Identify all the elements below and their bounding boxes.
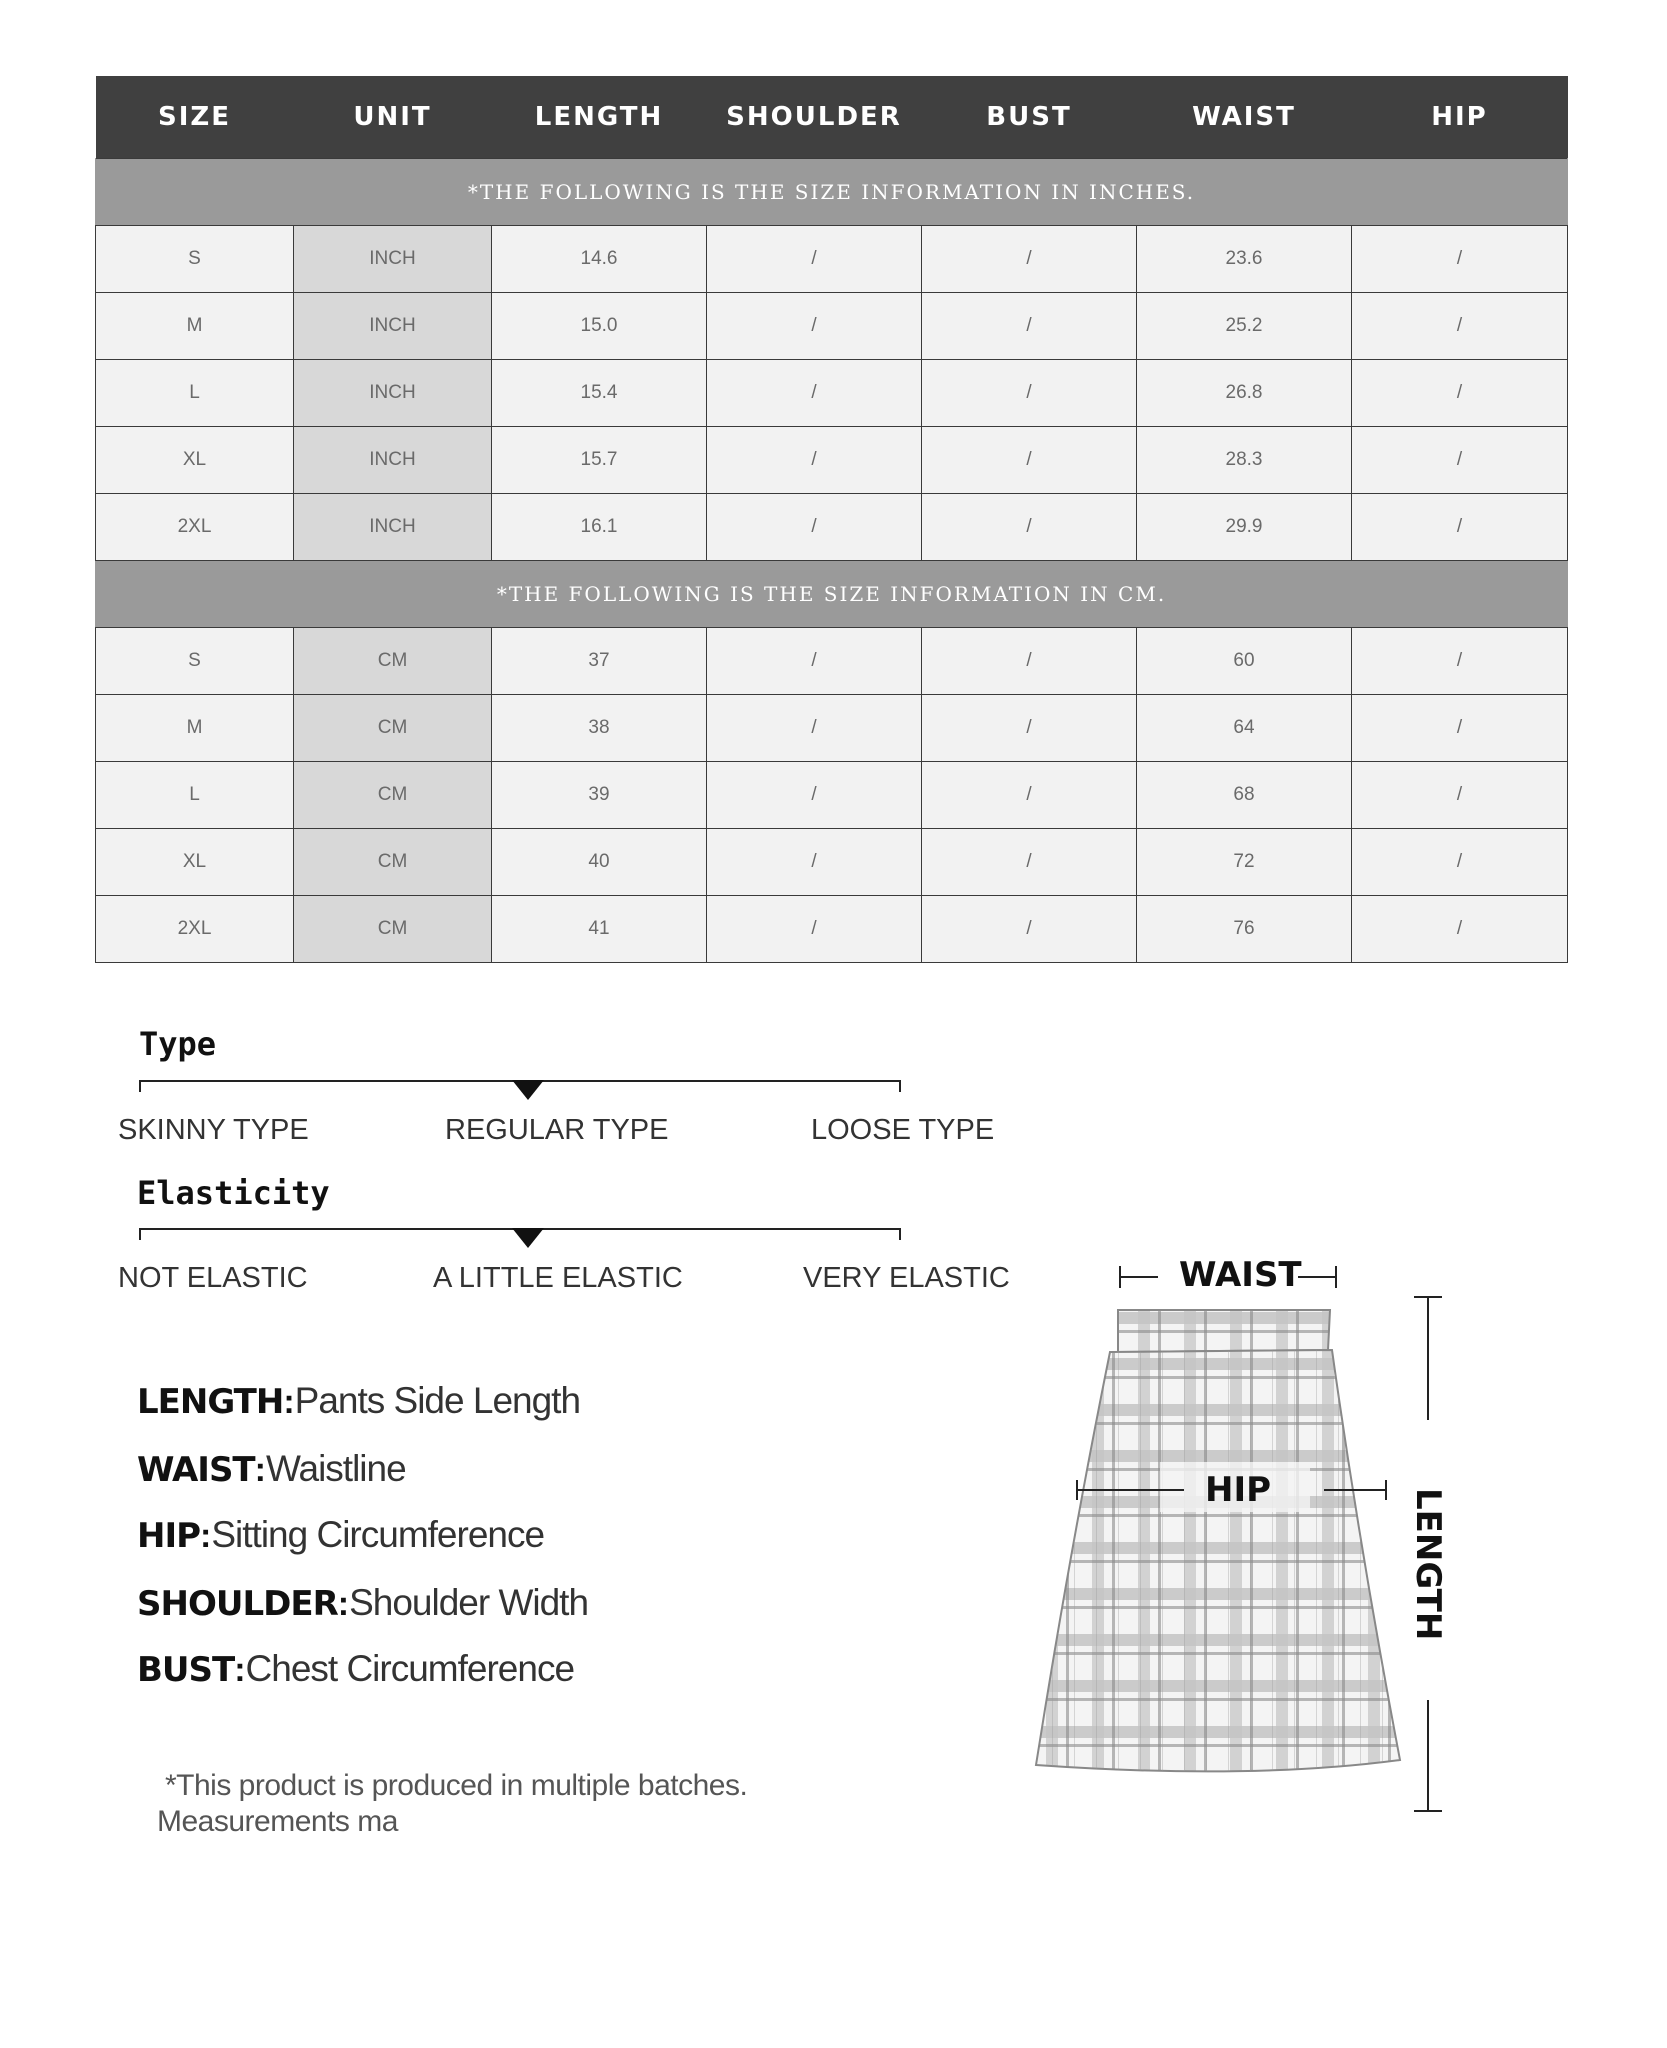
definition-desc: Chest Circumference [245, 1648, 575, 1689]
elasticity-scale-title: Elasticity [137, 1174, 330, 1212]
cell-bust: / [922, 829, 1137, 896]
cell-unit: INCH [294, 226, 492, 293]
table-row [96, 896, 1568, 963]
elasticity-label-very: VERY ELASTIC [803, 1262, 1010, 1294]
elasticity-selected-marker-icon [512, 1228, 544, 1248]
definition-term: HIP [137, 1516, 201, 1556]
cell-hip: / [1352, 226, 1568, 293]
cell-size: 2XL [96, 896, 294, 963]
cell-unit: INCH [294, 427, 492, 494]
length-label: LENGTH [1408, 1488, 1448, 1641]
definition-desc: Shoulder Width [349, 1582, 589, 1623]
type-scale-title: Type [139, 1025, 217, 1063]
cell-length: 41 [492, 896, 707, 963]
cell-shoulder: / [707, 360, 922, 427]
cell-length: 39 [492, 762, 707, 829]
cell-hip: / [1352, 494, 1568, 561]
cell-length: 40 [492, 829, 707, 896]
type-label-loose: LOOSE TYPE [811, 1114, 995, 1146]
cell-size: XL [96, 829, 294, 896]
cell-waist: 64 [1137, 695, 1352, 762]
definition-waist: WAIST:Waistline [137, 1448, 406, 1490]
definition-shoulder: SHOULDER:Shoulder Width [137, 1582, 589, 1624]
cell-length: 15.7 [492, 427, 707, 494]
cell-shoulder: / [707, 293, 922, 360]
cell-unit: INCH [294, 293, 492, 360]
cell-bust: / [922, 427, 1137, 494]
definition-desc: Sitting Circumference [211, 1514, 545, 1555]
table-row [96, 293, 1568, 360]
cell-unit: CM [294, 896, 492, 963]
cell-shoulder: / [707, 628, 922, 695]
cell-unit: CM [294, 762, 492, 829]
definition-term: SHOULDER [137, 1584, 338, 1624]
cell-length: 15.4 [492, 360, 707, 427]
cell-bust: / [922, 360, 1137, 427]
cell-waist: 23.6 [1137, 226, 1352, 293]
table-row [96, 360, 1568, 427]
cell-length: 16.1 [492, 494, 707, 561]
batch-note-line1: *This product is produced in multiple batches. [165, 1769, 748, 1802]
cell-bust: / [922, 695, 1137, 762]
cell-hip: / [1352, 829, 1568, 896]
skirt-diagram-icon [1030, 1250, 1450, 1820]
header-size: SIZE [96, 76, 294, 159]
definition-term: BUST [137, 1650, 235, 1690]
cell-unit: CM [294, 829, 492, 896]
batch-note [157, 1768, 865, 1840]
header-bust: BUST [922, 76, 1137, 159]
size-table [95, 76, 1568, 963]
cell-size: S [96, 628, 294, 695]
waist-label: WAIST [1179, 1255, 1302, 1295]
header-shoulder: SHOULDER [707, 76, 922, 159]
cell-bust: / [922, 896, 1137, 963]
section-row-inches [96, 159, 1568, 226]
elasticity-label-not: NOT ELASTIC [118, 1262, 308, 1294]
cell-waist: 68 [1137, 762, 1352, 829]
cell-waist: 29.9 [1137, 494, 1352, 561]
cell-size: S [96, 226, 294, 293]
type-selected-marker-icon [512, 1080, 544, 1100]
cell-size: M [96, 293, 294, 360]
cell-length: 38 [492, 695, 707, 762]
cell-shoulder: / [707, 829, 922, 896]
cell-waist: 25.2 [1137, 293, 1352, 360]
cell-length: 37 [492, 628, 707, 695]
table-row [96, 762, 1568, 829]
cell-hip: / [1352, 695, 1568, 762]
header-row [96, 76, 1568, 159]
table-row [96, 427, 1568, 494]
cell-hip: / [1352, 360, 1568, 427]
header-unit: UNIT [294, 76, 492, 159]
cell-waist: 60 [1137, 628, 1352, 695]
cell-bust: / [922, 628, 1137, 695]
cell-length: 15.0 [492, 293, 707, 360]
table-row [96, 628, 1568, 695]
cell-waist: 72 [1137, 829, 1352, 896]
cell-hip: / [1352, 293, 1568, 360]
definition-desc: Waistline [265, 1448, 406, 1489]
cell-shoulder: / [707, 427, 922, 494]
cell-waist: 28.3 [1137, 427, 1352, 494]
elasticity-label-little: A LITTLE ELASTIC [433, 1262, 683, 1294]
batch-note-line2: Measurements ma [157, 1805, 398, 1838]
cell-shoulder: / [707, 695, 922, 762]
type-label-regular: REGULAR TYPE [445, 1114, 669, 1146]
cell-bust: / [922, 226, 1137, 293]
cell-unit: CM [294, 695, 492, 762]
cell-size: L [96, 360, 294, 427]
definition-hip: HIP:Sitting Circumference [137, 1514, 545, 1556]
cell-size: 2XL [96, 494, 294, 561]
header-waist: WAIST [1137, 76, 1352, 159]
cell-unit: INCH [294, 360, 492, 427]
definition-bust: BUST:Chest Circumference [137, 1648, 575, 1690]
table-row [96, 226, 1568, 293]
definition-length: LENGTH:Pants Side Length [137, 1380, 581, 1422]
hip-label: HIP [1205, 1470, 1272, 1510]
table-row [96, 829, 1568, 896]
cell-waist: 76 [1137, 896, 1352, 963]
definition-desc: Pants Side Length [294, 1380, 581, 1421]
cell-hip: / [1352, 427, 1568, 494]
cell-shoulder: / [707, 896, 922, 963]
cell-shoulder: / [707, 226, 922, 293]
table-row [96, 494, 1568, 561]
cell-hip: / [1352, 628, 1568, 695]
type-label-skinny: SKINNY TYPE [118, 1114, 309, 1146]
section-title-cm: *THE FOLLOWING IS THE SIZE INFORMATION IN CM. [96, 561, 1568, 628]
cell-waist: 26.8 [1137, 360, 1352, 427]
section-row-cm [96, 561, 1568, 628]
cell-bust: / [922, 762, 1137, 829]
cell-unit: CM [294, 628, 492, 695]
definition-term: LENGTH [137, 1382, 284, 1422]
cell-bust: / [922, 494, 1137, 561]
header-hip: HIP [1352, 76, 1568, 159]
cell-bust: / [922, 293, 1137, 360]
section-title-inches: *THE FOLLOWING IS THE SIZE INFORMATION IN INCHES. [96, 159, 1568, 226]
cell-size: M [96, 695, 294, 762]
cell-shoulder: / [707, 762, 922, 829]
cell-hip: / [1352, 762, 1568, 829]
cell-hip: / [1352, 896, 1568, 963]
cell-unit: INCH [294, 494, 492, 561]
cell-size: L [96, 762, 294, 829]
cell-size: XL [96, 427, 294, 494]
table-row [96, 695, 1568, 762]
cell-shoulder: / [707, 494, 922, 561]
cell-length: 14.6 [492, 226, 707, 293]
header-length: LENGTH [492, 76, 707, 159]
definition-term: WAIST [137, 1450, 255, 1490]
